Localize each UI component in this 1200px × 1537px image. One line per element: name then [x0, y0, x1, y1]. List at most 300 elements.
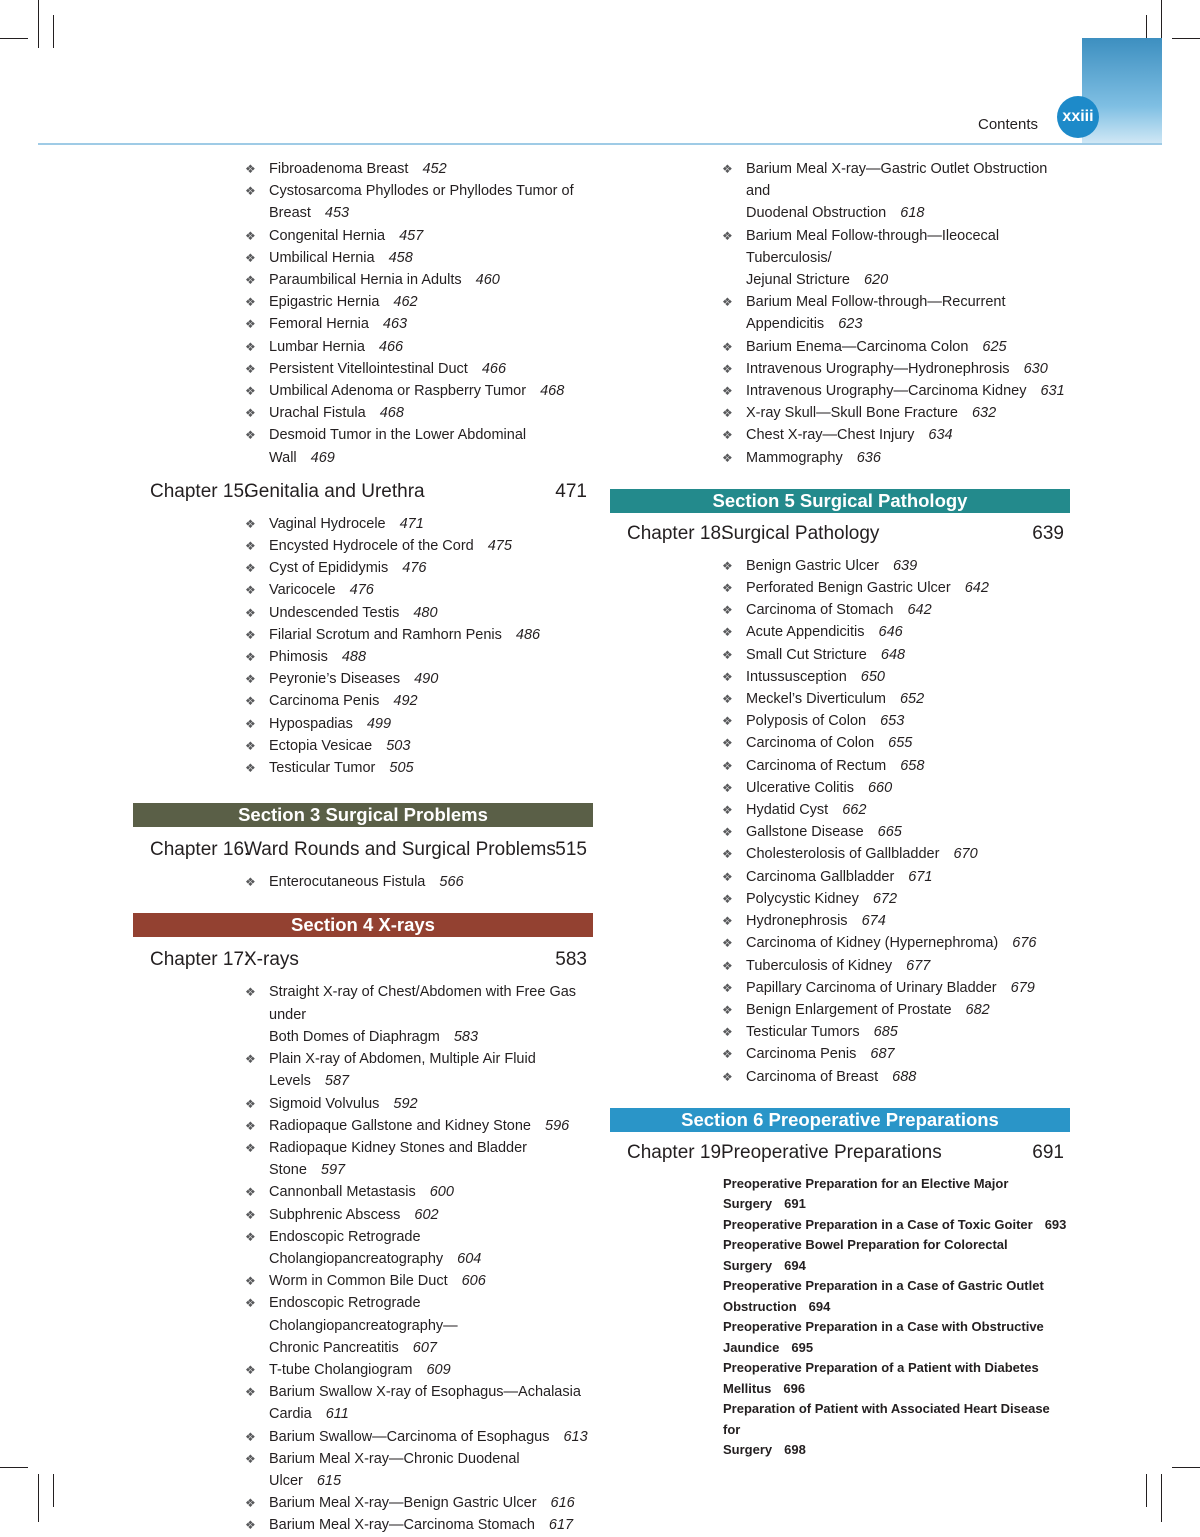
entry-title: Cholesterolosis of Gallbladder — [746, 846, 940, 863]
entry-title-continued: Jaundice — [723, 1339, 780, 1355]
toc-entry — [610, 621, 1070, 643]
entry-page: 642 — [907, 602, 932, 619]
diamond-bullet-icon: ❖ — [722, 1002, 733, 1017]
diamond-bullet-icon: ❖ — [245, 1362, 256, 1377]
chapter-title: Genitalia and Urethra — [244, 480, 425, 502]
toc-entry — [133, 1492, 593, 1514]
entry-page: 618 — [900, 205, 925, 222]
toc-entry — [133, 1426, 593, 1448]
toc-entry — [133, 1292, 593, 1359]
diamond-bullet-icon: ❖ — [722, 736, 733, 751]
entry-title: Preoperative Preparation in a Case of Toxic Goiter — [723, 1216, 1033, 1232]
entry-title: Acute Appendicitis — [746, 624, 865, 641]
entry-title: Carcinoma of Breast — [746, 1068, 879, 1085]
toc-entry — [133, 1226, 593, 1270]
entry-title: Endoscopic Retrograde Cholangiopancreatography— — [269, 1295, 458, 1334]
running-title: Contents — [978, 116, 1039, 133]
toc-entry — [610, 225, 1070, 292]
entry-title: Ulcerative Colitis — [746, 779, 854, 796]
entry-page: 632 — [971, 405, 997, 422]
diamond-bullet-icon: ❖ — [245, 184, 256, 199]
toc-list — [610, 555, 1070, 1088]
entry-title: Desmoid Tumor in the Lower Abdominal Wall — [269, 427, 527, 466]
toc-entry — [133, 402, 593, 424]
entry-page: 660 — [867, 779, 893, 796]
entry-page: 475 — [487, 538, 512, 555]
toc-entry — [133, 871, 593, 893]
entry-page: 503 — [386, 737, 411, 754]
entry-page: 662 — [842, 802, 867, 819]
diamond-bullet-icon: ❖ — [722, 958, 733, 973]
diamond-bullet-icon: ❖ — [722, 558, 733, 573]
toc-entry — [610, 1399, 1070, 1461]
entry-page: 607 — [412, 1339, 437, 1356]
toc-entry — [133, 981, 593, 1048]
entry-title-continued: Jejunal Stricture — [746, 272, 850, 289]
chapter-heading — [610, 519, 1070, 551]
diamond-bullet-icon: ❖ — [722, 780, 733, 795]
entry-title: Hypospadias — [269, 715, 353, 732]
diamond-bullet-icon: ❖ — [722, 758, 733, 773]
entry-page: 653 — [880, 713, 905, 730]
diamond-bullet-icon: ❖ — [722, 803, 733, 818]
entry-title: Umbilical Adenoma or Raspberry Tumor — [269, 383, 527, 400]
toc-entry — [133, 624, 593, 646]
entry-page: 623 — [838, 316, 863, 333]
chapter-title: Surgical Pathology — [721, 522, 880, 544]
entry-page: 457 — [399, 227, 424, 244]
entry-title: Preoperative Preparation in a Case of Gastric Outlet — [723, 1278, 1044, 1294]
entry-page: 642 — [964, 580, 989, 597]
toc-entry — [133, 1514, 593, 1536]
toc-entry — [610, 380, 1070, 402]
left-column — [133, 158, 593, 1537]
entry-title: Testicular Tumors — [746, 1024, 860, 1041]
entry-page: 453 — [324, 205, 350, 222]
entry-title: Lumbar Hernia — [269, 338, 365, 355]
chapter-page: 583 — [555, 949, 587, 971]
entry-title: Enterocutaneous Fistula — [269, 874, 426, 891]
toc-entry — [610, 755, 1070, 777]
diamond-bullet-icon: ❖ — [245, 1518, 256, 1533]
entry-page: 468 — [540, 383, 565, 400]
diamond-bullet-icon: ❖ — [722, 295, 733, 310]
crop-mark — [1172, 38, 1200, 39]
diamond-bullet-icon: ❖ — [245, 406, 256, 421]
diamond-bullet-icon: ❖ — [245, 716, 256, 731]
entry-title: Plain X-ray of Abdomen, Multiple Air Fluid Levels — [269, 1051, 536, 1090]
entry-page: 671 — [908, 868, 933, 885]
entry-title: Peyronie’s Diseases — [269, 671, 401, 688]
entry-page: 646 — [878, 624, 903, 641]
entry-page: 639 — [892, 557, 918, 574]
diamond-bullet-icon: ❖ — [245, 228, 256, 243]
entry-title: Filarial Scrotum and Ramhorn Penis — [269, 626, 502, 643]
toc-entry — [610, 1276, 1070, 1317]
entry-page: 679 — [1010, 979, 1035, 996]
diamond-bullet-icon: ❖ — [245, 650, 256, 665]
entry-title: Sigmoid Volvulus — [269, 1095, 380, 1112]
entry-title: T-tube Cholangiogram — [269, 1361, 413, 1378]
toc-entry — [610, 644, 1070, 666]
entry-title: Endoscopic Retrograde Cholangiopancreatography — [269, 1228, 444, 1267]
chapter-title: Preoperative Preparations — [721, 1141, 942, 1163]
toc-list — [133, 158, 593, 469]
toc-entry — [610, 555, 1070, 577]
crop-mark — [1172, 1467, 1200, 1468]
entry-title: Perforated Benign Gastric Ulcer — [746, 580, 951, 597]
toc-entry — [610, 688, 1070, 710]
diamond-bullet-icon: ❖ — [722, 669, 733, 684]
diamond-bullet-icon: ❖ — [245, 1429, 256, 1444]
entry-title: Carcinoma Penis — [269, 693, 380, 710]
entry-title: Intravenous Urography—Carcinoma Kidney — [746, 383, 1027, 400]
diamond-bullet-icon: ❖ — [722, 581, 733, 596]
diamond-bullet-icon: ❖ — [245, 627, 256, 642]
entry-page: 687 — [870, 1046, 895, 1063]
diamond-bullet-icon: ❖ — [245, 317, 256, 332]
toc-entry — [133, 1381, 593, 1425]
entry-title: Testicular Tumor — [269, 760, 376, 777]
entry-title: Barium Enema—Carcinoma Colon — [746, 338, 969, 355]
toc-entry — [133, 225, 593, 247]
entry-title: Preoperative Preparation of a Patient with Diabetes — [723, 1360, 1039, 1376]
section-banner: Section 4 X-rays — [133, 913, 593, 937]
entry-title: Small Cut Stricture — [746, 646, 867, 663]
entry-title: Undescended Testis — [269, 604, 400, 621]
diamond-bullet-icon: ❖ — [245, 273, 256, 288]
chapter-page: 639 — [1032, 522, 1064, 544]
diamond-bullet-icon: ❖ — [722, 825, 733, 840]
chapter-number: Chapter 15: — [150, 480, 250, 502]
entry-title: Barium Meal Follow-through—Ileocecal Tuberculosis/ — [746, 227, 1000, 266]
toc-entry — [610, 424, 1070, 446]
toc-entry — [610, 577, 1070, 599]
toc-list — [133, 871, 593, 893]
diamond-bullet-icon: ❖ — [245, 1140, 256, 1155]
entry-title: Carcinoma of Rectum — [746, 757, 887, 774]
chapter-heading — [133, 477, 593, 509]
toc-entry — [610, 799, 1070, 821]
entry-page: 476 — [402, 560, 427, 577]
diamond-bullet-icon: ❖ — [722, 625, 733, 640]
toc-entry — [133, 513, 593, 535]
diamond-bullet-icon: ❖ — [245, 1229, 256, 1244]
entry-page: 597 — [320, 1162, 346, 1179]
crop-mark — [1146, 1474, 1147, 1507]
entry-page: 695 — [791, 1339, 814, 1355]
entry-title: Radiopaque Gallstone and Kidney Stone — [269, 1117, 531, 1134]
diamond-bullet-icon: ❖ — [245, 162, 256, 176]
entry-title: Benign Enlargement of Prostate — [746, 1001, 952, 1018]
diamond-bullet-icon: ❖ — [245, 875, 256, 890]
diamond-bullet-icon: ❖ — [722, 847, 733, 862]
entry-title: Papillary Carcinoma of Urinary Bladder — [746, 979, 997, 996]
toc-entry — [133, 535, 593, 557]
entry-title: Preoperative Preparation in a Case with Obstructive — [723, 1319, 1044, 1335]
entry-title: Chest X-ray—Chest Injury — [746, 427, 915, 444]
entry-title: Polycystic Kidney — [746, 890, 859, 907]
crop-mark — [0, 38, 28, 39]
entry-title: Vaginal Hydrocele — [269, 515, 386, 532]
entry-page: 691 — [784, 1196, 806, 1212]
entry-title: Intussusception — [746, 668, 847, 685]
entry-page: 602 — [414, 1206, 439, 1223]
crop-mark — [38, 0, 39, 48]
diamond-bullet-icon: ❖ — [245, 694, 256, 709]
diamond-bullet-icon: ❖ — [245, 1052, 256, 1067]
entry-page: 583 — [453, 1028, 479, 1045]
diamond-bullet-icon: ❖ — [722, 647, 733, 662]
section-banner: Section 5 Surgical Pathology — [610, 489, 1070, 513]
chapter-heading — [133, 945, 593, 977]
diamond-bullet-icon: ❖ — [245, 761, 256, 776]
entry-title: Barium Meal X-ray—Chronic Duodenal Ulcer — [269, 1450, 520, 1489]
toc-entry — [610, 336, 1070, 358]
diamond-bullet-icon: ❖ — [245, 672, 256, 687]
entry-title: Ectopia Vesicae — [269, 737, 373, 754]
diamond-bullet-icon: ❖ — [245, 1118, 256, 1133]
chapter-number: Chapter 18: — [627, 522, 727, 544]
diamond-bullet-icon: ❖ — [722, 228, 733, 243]
entry-page: 698 — [784, 1442, 806, 1458]
toc-entry — [133, 1204, 593, 1226]
diamond-bullet-icon: ❖ — [245, 1207, 256, 1222]
entry-page: 458 — [388, 249, 413, 266]
diamond-bullet-icon: ❖ — [722, 1069, 733, 1084]
diamond-bullet-icon: ❖ — [245, 1274, 256, 1289]
toc-entry — [610, 402, 1070, 424]
entry-page: 476 — [349, 582, 374, 599]
entry-title: Carcinoma Gallbladder — [746, 868, 895, 885]
entry-title: Carcinoma Penis — [746, 1046, 857, 1063]
toc-entry — [610, 1066, 1070, 1088]
diamond-bullet-icon: ❖ — [245, 1451, 256, 1466]
entry-page: 648 — [880, 646, 906, 663]
entry-page: 613 — [563, 1428, 588, 1445]
entry-page: 606 — [461, 1273, 486, 1290]
entry-title: Varicocele — [269, 582, 336, 599]
entry-title: Urachal Fistula — [269, 405, 366, 422]
toc-entry — [133, 579, 593, 601]
section-banner: Section 6 Preoperative Preparations — [610, 1108, 1070, 1132]
entry-page: 688 — [892, 1068, 917, 1085]
toc-entry — [133, 735, 593, 757]
toc-entry — [133, 602, 593, 624]
entry-title: Congenital Hernia — [269, 227, 386, 244]
toc-entry — [610, 777, 1070, 799]
diamond-bullet-icon: ❖ — [722, 980, 733, 995]
entry-page: 611 — [325, 1406, 349, 1423]
diamond-bullet-icon: ❖ — [722, 1047, 733, 1062]
entry-page: 452 — [422, 161, 447, 177]
entry-title: Mammography — [746, 449, 843, 466]
toc-entry — [610, 977, 1070, 999]
entry-page: 674 — [861, 913, 886, 930]
entry-page: 676 — [1012, 935, 1037, 952]
toc-entry — [133, 380, 593, 402]
diamond-bullet-icon: ❖ — [722, 406, 733, 421]
crop-mark — [1161, 1474, 1162, 1522]
entry-title: Carcinoma of Colon — [746, 735, 875, 752]
diamond-bullet-icon: ❖ — [245, 605, 256, 620]
entry-title: Barium Swallow X-ray of Esophagus—Achalasia — [269, 1384, 581, 1401]
entry-title: Barium Meal X-ray—Gastric Outlet Obstruction and — [746, 161, 1048, 200]
entry-title-continued: Surgery — [723, 1442, 773, 1458]
right-column — [610, 158, 1070, 1461]
entry-page: 672 — [872, 890, 898, 907]
entry-page: 694 — [784, 1257, 806, 1273]
toc-entry — [133, 557, 593, 579]
toc-entry — [133, 1359, 593, 1381]
toc-entry — [610, 1215, 1070, 1236]
toc-entry — [610, 1358, 1070, 1399]
entry-title-continued: Appendicitis — [746, 316, 825, 333]
chapter-number: Chapter 19: — [627, 1141, 727, 1163]
toc-entry — [610, 1317, 1070, 1358]
toc-entry — [133, 180, 593, 224]
diamond-bullet-icon: ❖ — [245, 539, 256, 554]
entry-title: Epigastric Hernia — [269, 294, 380, 311]
entry-title-continued: Breast — [269, 205, 311, 222]
entry-page: 631 — [1040, 383, 1065, 400]
entry-page: 617 — [548, 1517, 574, 1534]
entry-page: 492 — [393, 693, 418, 710]
crop-mark — [53, 15, 54, 48]
entry-title: Meckel’s Diverticulum — [746, 691, 886, 708]
entry-page: 682 — [965, 1001, 990, 1018]
entry-title: Polyposis of Colon — [746, 713, 867, 730]
toc-entry — [133, 668, 593, 690]
toc-entry — [133, 1181, 593, 1203]
chapter-title: X-rays — [244, 949, 299, 971]
diamond-bullet-icon: ❖ — [722, 162, 733, 176]
entry-title: Intravenous Urography—Hydronephrosis — [746, 360, 1010, 377]
chapter-page: 691 — [1032, 1141, 1064, 1163]
diamond-bullet-icon: ❖ — [245, 1296, 256, 1311]
toc-list — [133, 513, 593, 779]
entry-title: Preoperative Preparation for an Elective Major Surgery — [723, 1175, 1009, 1212]
toc-entry — [133, 757, 593, 779]
toc-entry — [610, 866, 1070, 888]
entry-title: Cyst of Epididymis — [269, 560, 389, 577]
toc-entry — [133, 1115, 593, 1137]
entry-title: Cystosarcoma Phyllodes or Phyllodes Tumor of — [269, 183, 574, 200]
entry-title: X-ray Skull—Skull Bone Fracture — [746, 405, 958, 422]
diamond-bullet-icon: ❖ — [245, 1185, 256, 1200]
diamond-bullet-icon: ❖ — [245, 1096, 256, 1111]
entry-title: Carcinoma of Stomach — [746, 602, 894, 619]
toc-entry — [133, 1137, 593, 1181]
chapter-page: 471 — [555, 480, 587, 502]
toc-entry — [133, 358, 593, 380]
entry-page: 466 — [378, 338, 404, 355]
toc-entry — [610, 888, 1070, 910]
toc-entry — [610, 999, 1070, 1021]
toc-entry — [133, 313, 593, 335]
page-number: xxiii — [1062, 108, 1094, 125]
diamond-bullet-icon: ❖ — [245, 295, 256, 310]
toc-list — [133, 981, 593, 1536]
toc-entry — [133, 1048, 593, 1092]
entry-page: 652 — [899, 691, 925, 708]
entry-title: Umbilical Hernia — [269, 249, 375, 266]
entry-page: 615 — [316, 1472, 342, 1489]
entry-page: 650 — [860, 668, 885, 685]
entry-title: Paraumbilical Hernia in Adults — [269, 272, 462, 289]
entry-page: 468 — [379, 405, 404, 422]
toc-entry — [610, 1235, 1070, 1276]
entry-page: 505 — [389, 760, 414, 777]
entry-page: 462 — [393, 294, 418, 311]
entry-page: 693 — [1044, 1216, 1067, 1232]
diamond-bullet-icon: ❖ — [245, 561, 256, 576]
entry-title: Worm in Common Bile Duct — [269, 1273, 448, 1290]
diamond-bullet-icon: ❖ — [245, 738, 256, 753]
entry-page: 694 — [808, 1298, 831, 1314]
toc-entry — [133, 1093, 593, 1115]
toc-entry — [610, 447, 1070, 469]
entry-page: 658 — [900, 757, 925, 774]
entry-title: Radiopaque Kidney Stones and Bladder Stone — [269, 1139, 527, 1179]
toc-entry — [610, 291, 1070, 335]
entry-page: 566 — [439, 874, 464, 891]
entry-title: Hydatid Cyst — [746, 802, 829, 819]
toc-entry — [133, 713, 593, 735]
entry-page: 696 — [783, 1380, 806, 1396]
toc-entry — [133, 646, 593, 668]
entry-title: Preoperative Bowel Preparation for Colorectal Surgery — [723, 1237, 1008, 1273]
entry-page: 604 — [457, 1250, 482, 1267]
chapter-page: 515 — [555, 839, 587, 861]
toc-entry — [133, 247, 593, 269]
diamond-bullet-icon: ❖ — [245, 1385, 256, 1400]
entry-title: Preparation of Patient with Associated Heart Disease for — [723, 1401, 1050, 1437]
entry-title: Subphrenic Abscess — [269, 1206, 401, 1223]
entry-title: Phimosis — [269, 649, 328, 666]
entry-title: Carcinoma of Kidney (Hypernephroma) — [746, 935, 999, 952]
diamond-bullet-icon: ❖ — [722, 603, 733, 618]
entry-title-continued: Chronic Pancreatitis — [269, 1339, 399, 1356]
toc-entry — [610, 910, 1070, 932]
diamond-bullet-icon: ❖ — [722, 428, 733, 443]
chapter-heading — [133, 835, 593, 867]
toc-entry — [610, 358, 1070, 380]
toc-entry — [610, 843, 1070, 865]
entry-page: 460 — [475, 272, 500, 289]
toc-entry — [133, 269, 593, 291]
crop-mark — [0, 1467, 28, 1468]
diamond-bullet-icon: ❖ — [245, 361, 256, 376]
chapter-number: Chapter 16: — [150, 839, 250, 861]
toc-list — [610, 158, 1070, 469]
entry-page: 471 — [399, 515, 424, 532]
entry-page: 665 — [877, 824, 902, 841]
diamond-bullet-icon: ❖ — [722, 869, 733, 884]
toc-entry — [133, 1448, 593, 1492]
diamond-bullet-icon: ❖ — [245, 985, 256, 1000]
toc-entry — [133, 158, 593, 180]
diamond-bullet-icon: ❖ — [722, 1025, 733, 1040]
entry-page: 499 — [366, 715, 392, 732]
entry-page: 630 — [1023, 360, 1048, 377]
entry-title-continued: Mellitus — [723, 1380, 772, 1396]
entry-page: 466 — [481, 360, 507, 377]
diamond-bullet-icon: ❖ — [245, 516, 256, 531]
entry-title: Tuberculosis of Kidney — [746, 957, 893, 974]
entry-title: Encysted Hydrocele of the Cord — [269, 538, 474, 555]
entry-title: Barium Meal Follow-through—Recurrent — [746, 294, 1006, 311]
